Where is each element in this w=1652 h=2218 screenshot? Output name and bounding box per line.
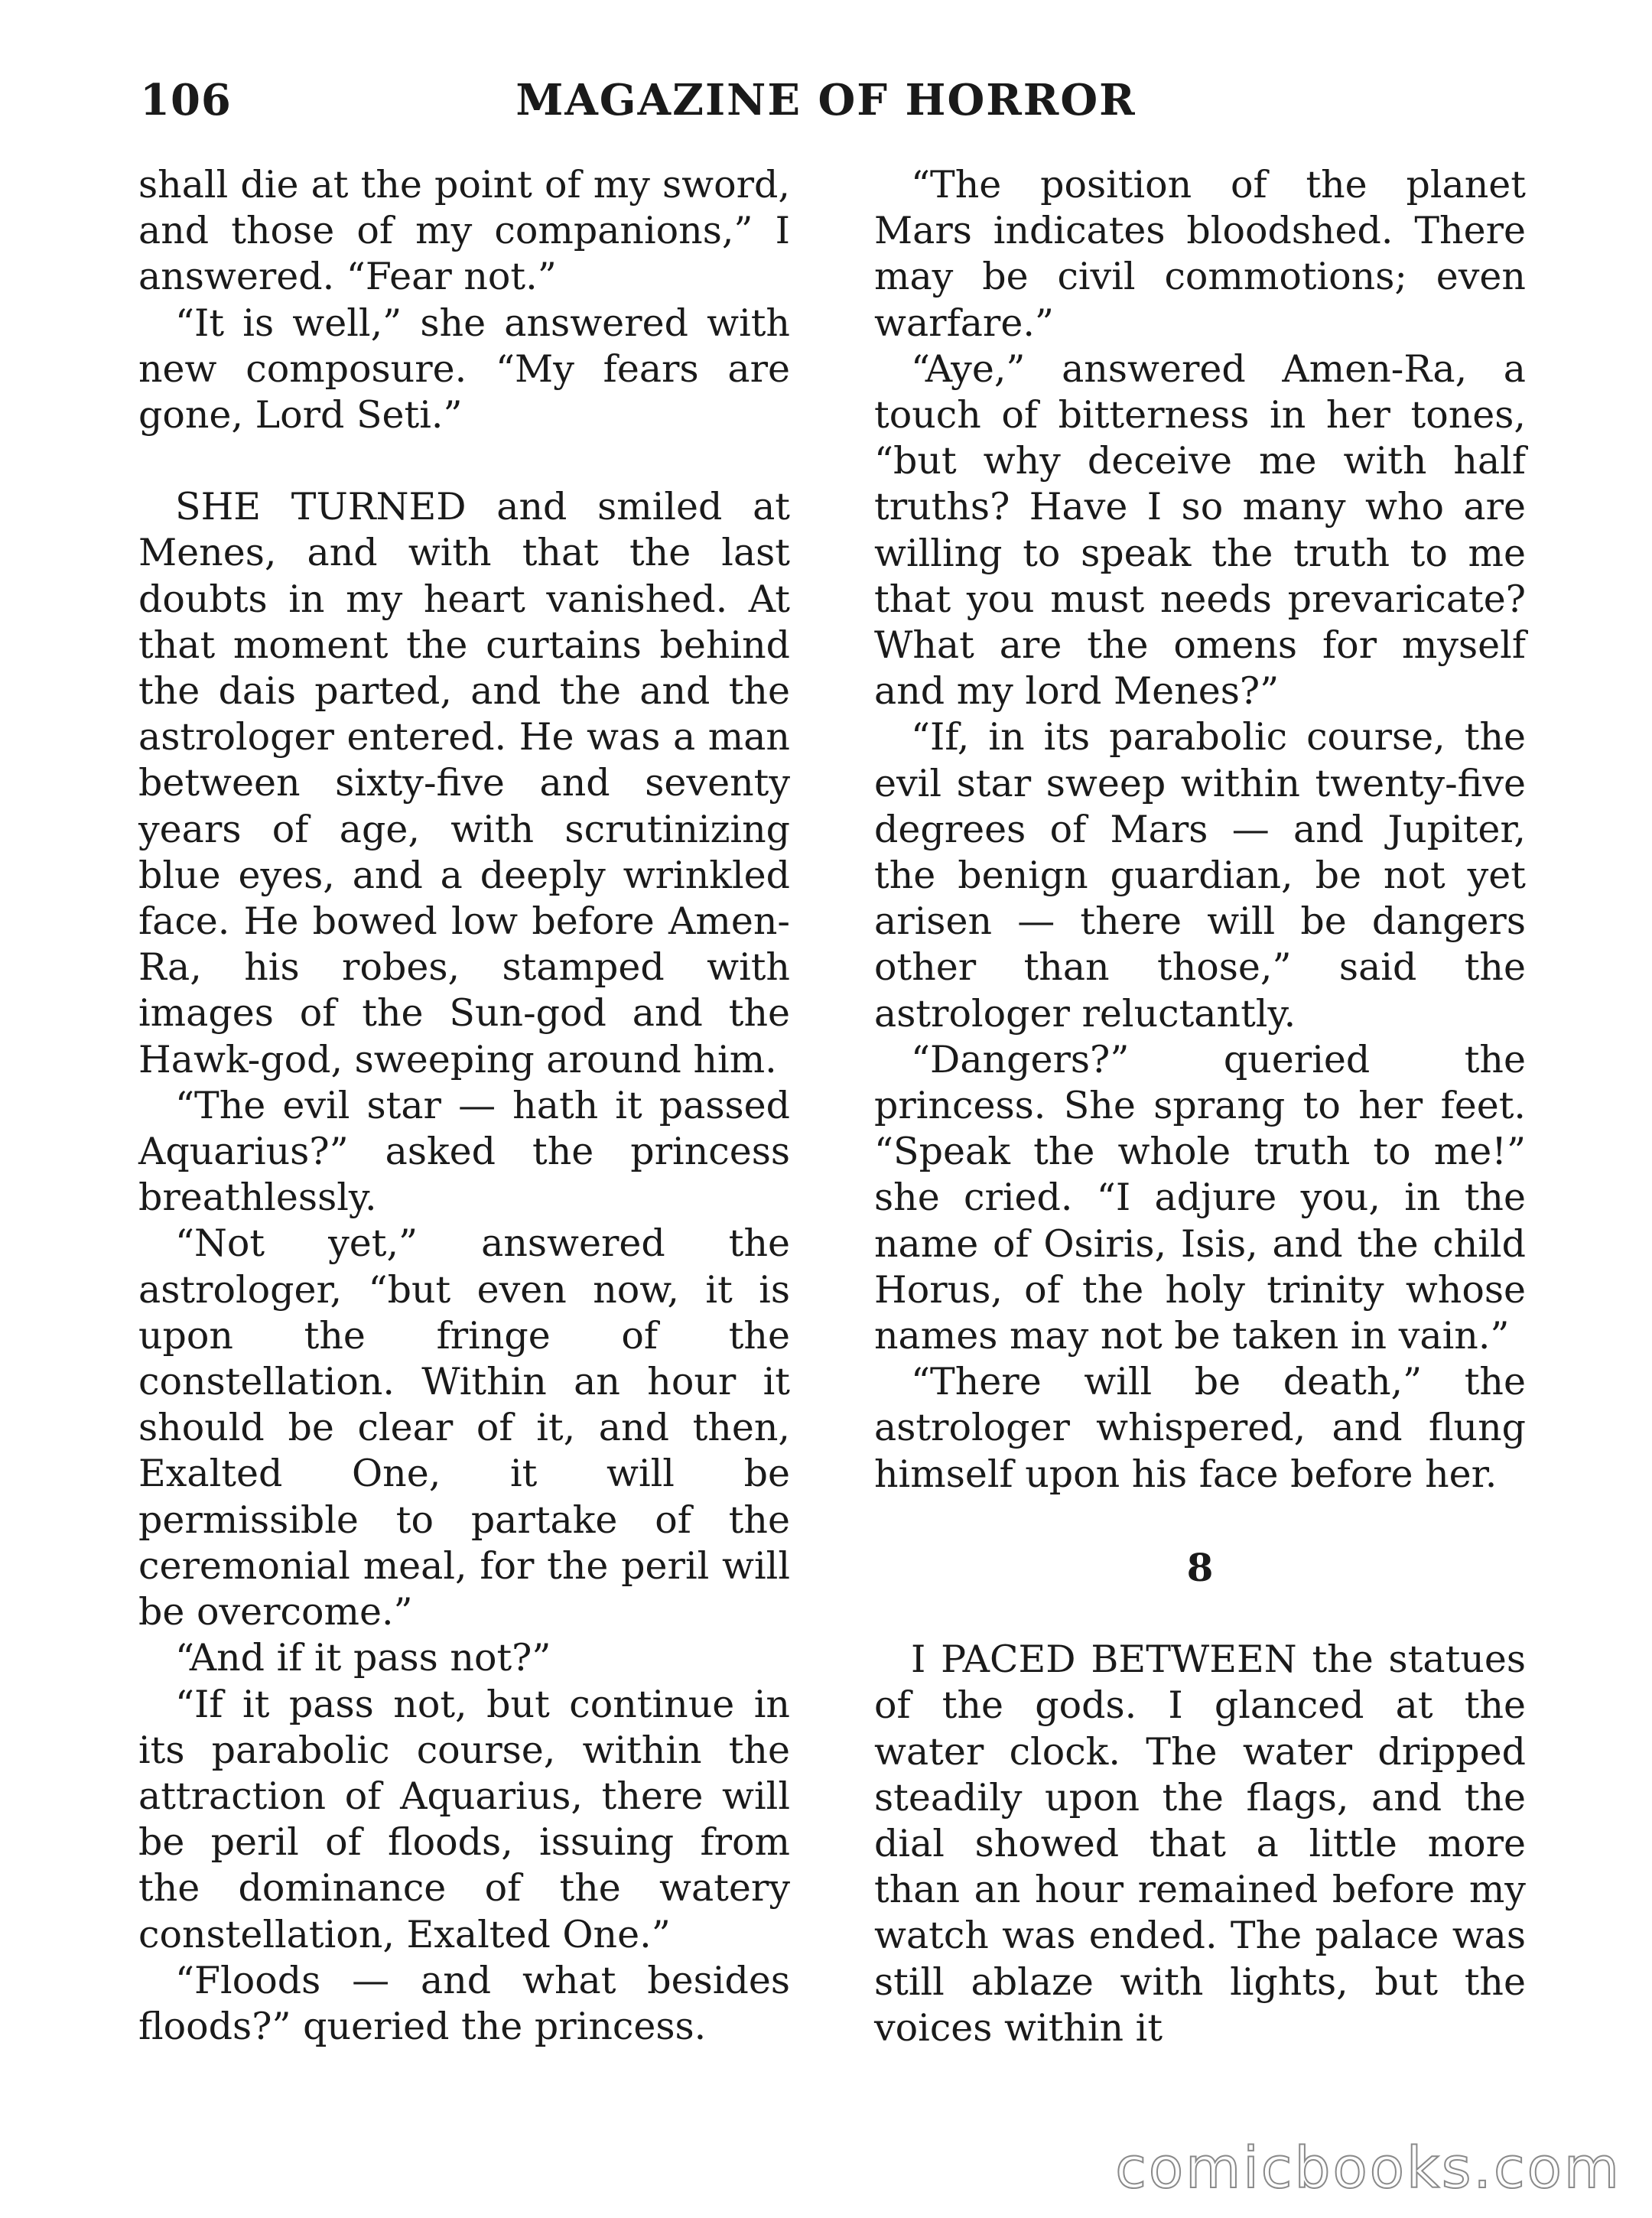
paragraph: I PACED BETWEEN the statues of the gods. I glanced at the water clock. The water dripped steadily upon the flags, and the dial showed that a little more than an hour remained before my watch was ended. The palace was still ablaze with lights, but the voices within it xyxy=(874,1637,1526,2050)
paragraph: “There will be death,” the astrologer whispered, and flung himself upon his face before her. xyxy=(874,1360,1526,1496)
section-number: 8 xyxy=(1186,1544,1214,1590)
paragraph: SHE TURNED and smiled at Menes, and with that the last doubts in my heart vanished. At that moment the curtains behind the dais parted, and the and the astrologer entered. He was a man between sixty-five and seventy years of age, with scrutinizing blue eyes, and a deeply wrinkled face. He bowed low before Amen-Ra, his robes, stamped with images of the Sun-god and the Hawk-god, sweeping around him. xyxy=(138,485,790,1081)
left-column xyxy=(138,162,790,2050)
paragraph: “Aye,” answered Amen-Ra, a touch of bitterness in her tones, “but why deceive me with half truths? Have I so many who are willing to speak the truth to me that you must needs prevaricate? What are the omens for myself and my lord Menes?” xyxy=(874,346,1526,714)
paragraph: “It is well,” she answered with new composure. “My fears are gone, Lord Seti.” xyxy=(138,301,790,437)
paragraph: shall die at the point of my sword, and those of my companions,” I answered. “Fear not.” xyxy=(138,163,790,299)
paragraph: “If, in its parabolic course, the evil star sweep within twenty-five degrees of Mars — and Jupiter, the benign guardian, be not yet arisen — there will be dangers other than those,” said the astrologer reluctantly. xyxy=(874,715,1526,1036)
watermark: comicbooks.com xyxy=(1115,2135,1621,2201)
paragraph: “If it pass not, but continue in its parabolic course, within the attraction of Aquarius, there will be peril of floods, issuing from the dominance of the watery constellation, Exalted One.” xyxy=(138,1682,790,1956)
paragraph: “The position of the planet Mars indicates bloodshed. There may be civil commotions; even warfare.” xyxy=(874,163,1526,345)
paragraph: “Floods — and what besides floods?” queried the princess. xyxy=(138,1958,790,2048)
paragraph: “Dangers?” queried the princess. She sprang to her feet. “Speak the whole truth to me!” she cried. “I adjure you, in the name of Osiris, Isis, and the child Horus, of the holy trinity whose names may not be taken in vain.” xyxy=(874,1037,1526,1358)
paragraph: “And if it pass not?” xyxy=(175,1636,551,1680)
running-head-title: MAGAZINE OF HORROR xyxy=(515,75,1137,125)
right-column xyxy=(874,162,1526,2051)
paragraph: “Not yet,” answered the astrologer, “but even now, it is upon the fringe of the constellation. Within an hour it should be clear of it, and then, Exalted One, it will be permissible to partake of the ceremonial meal, for the peril will be overcome.” xyxy=(138,1221,790,1634)
paragraph: “The evil star — hath it passed Aquarius?” asked the princess breathlessly. xyxy=(138,1083,790,1220)
page-number: 106 xyxy=(140,75,232,125)
